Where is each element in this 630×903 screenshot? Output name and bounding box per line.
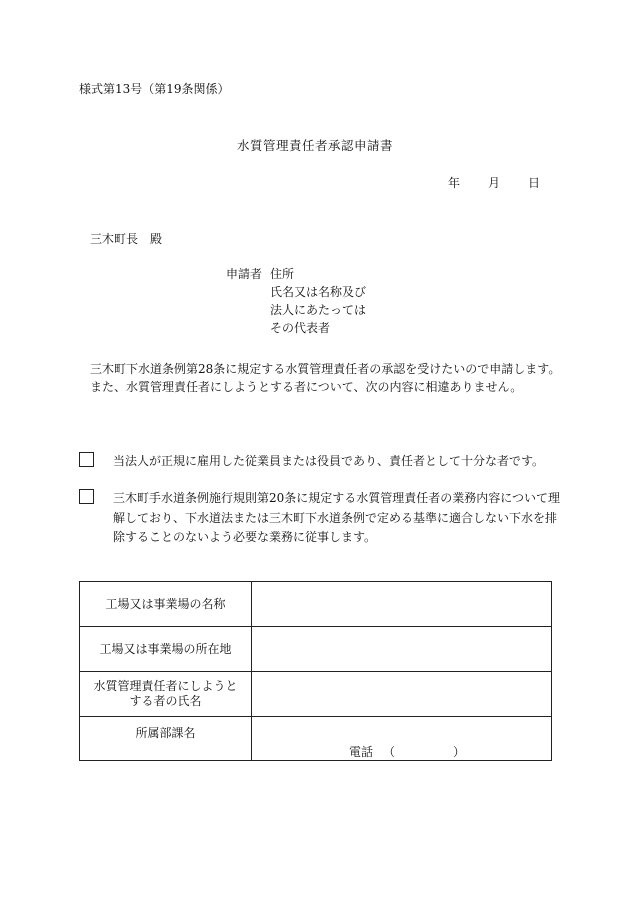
request-line: 三木町下水道条例第28条に規定する水質管理責任者の承認を受けたいので申請します。	[90, 362, 561, 376]
date-year-label: 年	[448, 176, 461, 190]
manager-name-label	[80, 672, 252, 716]
factory-name-field[interactable]	[252, 582, 551, 626]
request-paragraph	[90, 360, 560, 396]
form-number: 様式第13号（第19条関係）	[79, 82, 230, 96]
checkbox-text-line: 除することのないよう必要な業務に従事します。	[113, 530, 377, 544]
addressee: 三木町長 殿	[90, 232, 163, 246]
applicant-name-label: 氏名又は名称及び	[270, 285, 367, 299]
phone-line	[349, 745, 465, 759]
cell-label-text: 水質管理責任者にしようと	[93, 679, 238, 693]
employee-checkbox-label	[113, 453, 544, 469]
applicant-representative-label: その代表者	[270, 321, 331, 335]
phone-label: 電話	[349, 745, 374, 759]
phone-close-paren: ）	[453, 745, 466, 759]
document-title: 水質管理責任者承認申請書	[236, 138, 393, 153]
date-month-label: 月	[488, 176, 501, 190]
duties-checkbox[interactable]	[79, 489, 94, 504]
applicant-address-label: 住所	[270, 267, 295, 281]
table-row-manager-name	[80, 672, 551, 717]
checkbox-text-line: 当法人が正規に雇用した従業員または役員であり、責任者として十分な者です。	[113, 454, 545, 468]
cell-label-text: する者の氏名	[129, 694, 202, 708]
department-field[interactable]	[252, 717, 551, 760]
factory-name-label	[80, 582, 252, 626]
cell-label-text: 所属部課名	[135, 726, 196, 740]
factory-address-label	[80, 627, 252, 671]
cell-label-text: 工場又は事業場の名称	[105, 596, 226, 611]
checkbox-text-line: 解しており、下水道法または三木町下水道条例で定める基準に適合しない下水を排	[113, 510, 558, 525]
table-row-factory-address	[80, 627, 551, 672]
table-row-department	[80, 717, 551, 760]
date-line	[448, 175, 540, 191]
applicant-label: 申請者	[226, 267, 263, 281]
checkbox-text-line: 三木町手水道条例施行規則第20条に規定する水質管理責任者の業務内容について理	[113, 491, 561, 505]
request-line: また、水質管理責任者にしようとする者について、次の内容に相違ありません。	[90, 380, 523, 394]
department-label	[80, 717, 252, 760]
applicant-fields	[270, 266, 366, 338]
duties-checkbox-label	[113, 489, 560, 548]
date-day-label: 日	[528, 176, 541, 190]
table-row-factory-name	[80, 582, 551, 627]
phone-open-paren: （	[383, 745, 396, 759]
cell-label-text: 工場又は事業場の所在地	[99, 641, 232, 656]
info-table	[79, 581, 552, 761]
factory-address-field[interactable]	[252, 627, 551, 671]
employee-checkbox[interactable]	[79, 452, 94, 467]
manager-name-field[interactable]	[252, 672, 551, 716]
applicant-corporation-label: 法人にあたっては	[270, 303, 367, 317]
